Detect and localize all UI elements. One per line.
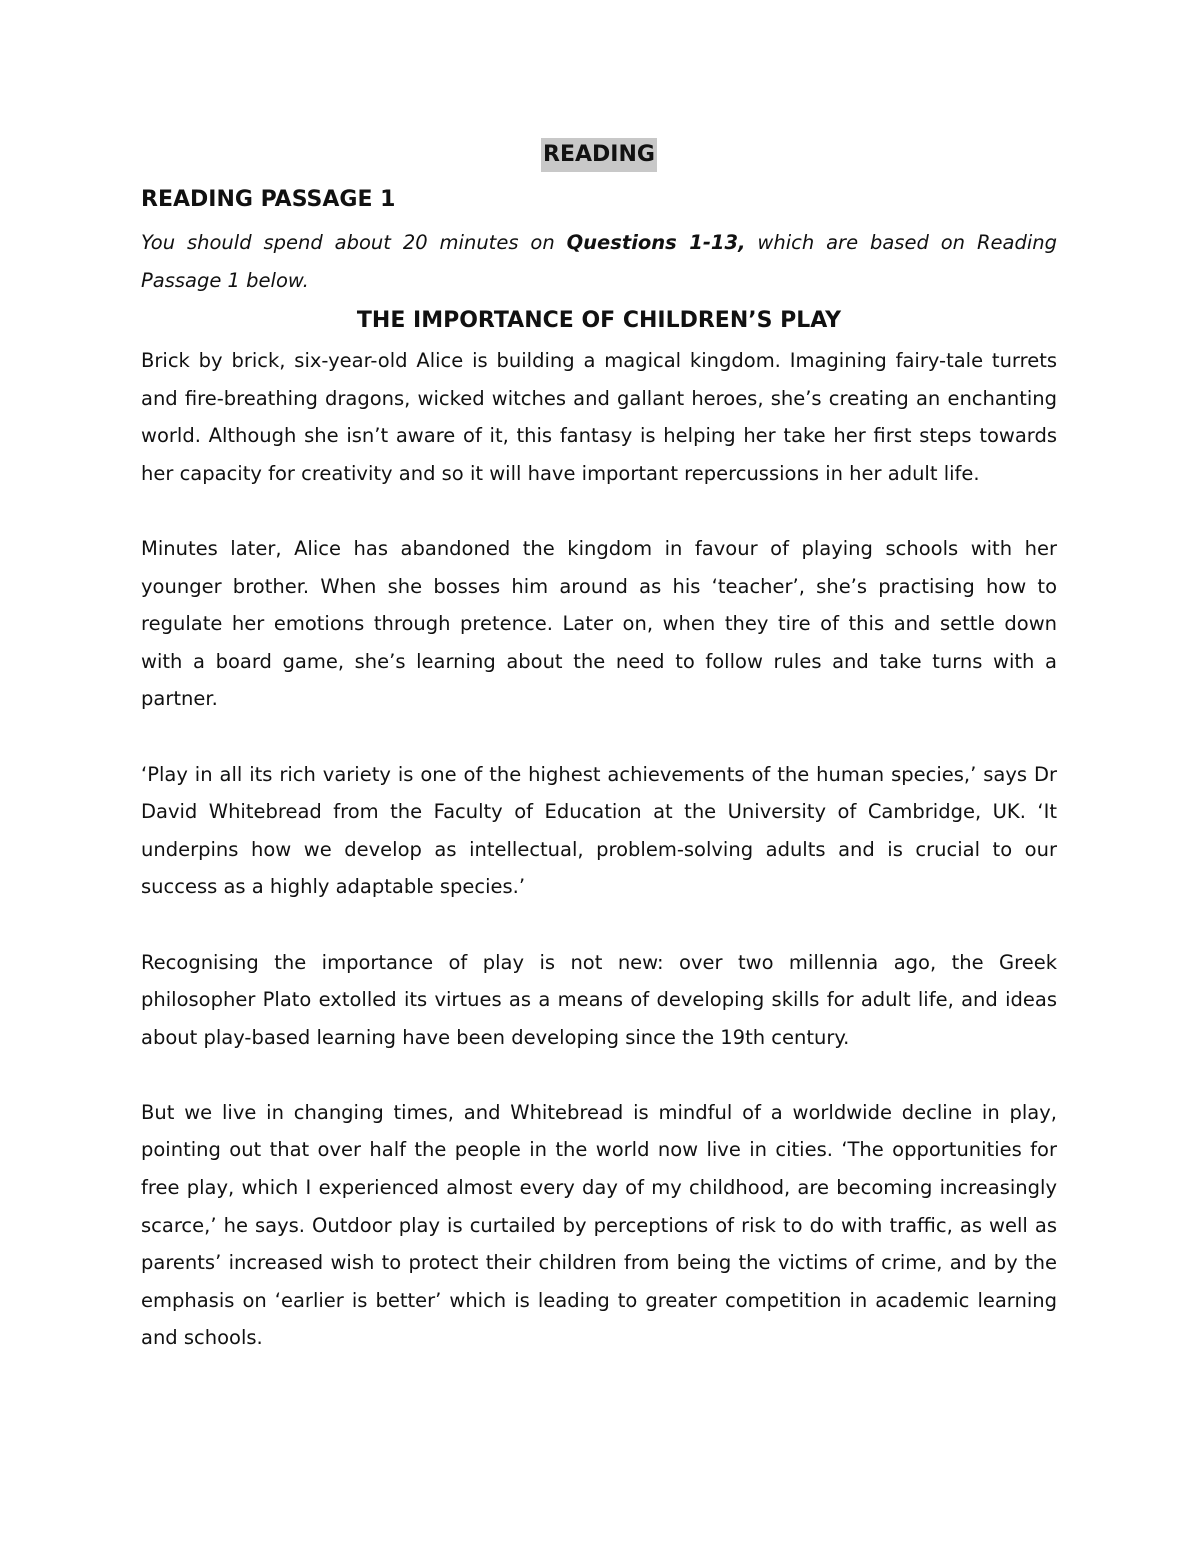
instruction-part-2: which are based on Reading Passage 1 below.: [141, 231, 1057, 292]
paragraph-1: Brick by brick, six-year-old Alice is building a magical kingdom. Imagining fairy-tale turrets and fire-breathing dragons, wicked witches and gallant heroes, she’s creating an enchanting world. Although she isn’t aware of it, this fantasy is helping her take her first steps towards her capacity for creativity and so it will have important repercussions in her adult life.: [141, 349, 1057, 485]
article-title: THE IMPORTANCE OF CHILDREN’S PLAY: [356, 308, 842, 333]
instruction-part-1: You should spend about 20 minutes on: [141, 231, 567, 254]
paragraph-4: Recognising the importance of play is not new: over two millennia ago, the Greek philosopher Plato extolled its virtues as a means of developing skills for adult life, and ideas about play-based learning have been developing since the 19th century.: [141, 950, 1057, 1049]
paragraph-2: Minutes later, Alice has abandoned the kingdom in favour of playing schools with her younger brother. When she bosses him around as his ‘teacher’, she’s practising how to regulate her emotions through pretence. Later on, when they tire of this and settle down with a board game, she’s learning about the need to follow rules and take turns with a partner.: [141, 536, 1057, 711]
passage-heading: READING PASSAGE 1: [141, 187, 396, 212]
paragraph-3: ‘Play in all its rich variety is one of the highest achievements of the human species,’ says Dr David Whitebread from the Faculty of Education at the University of Cambridge, UK. ‘It underpins how we develop as intellectual, problem-solving adults and is crucial to our success as a highly adaptable species.’: [141, 762, 1057, 899]
section-heading-row: [141, 138, 1057, 178]
instruction-questions: Questions 1-13,: [566, 231, 746, 254]
section-heading: READING: [541, 138, 657, 172]
paragraph-5: But we live in changing times, and Whitebread is mindful of a worldwide decline in play, pointing out that over half the people in the world now live in cities. ‘The opportunities for free play, which I experienced almost every day of my childhood, are becoming increasingly scarce,’ he says. Outdoor play is curtailed by perceptions of risk to do with traffic, as well as parents’ increased wish to protect their children from being the victims of crime, and by the emphasis on ‘earlier is better’ which is leading to greater competition in academic learning and schools.: [141, 1100, 1057, 1350]
document-body: [141, 138, 1057, 1357]
article-body: [141, 342, 1057, 1357]
instruction-text: [141, 224, 1057, 300]
